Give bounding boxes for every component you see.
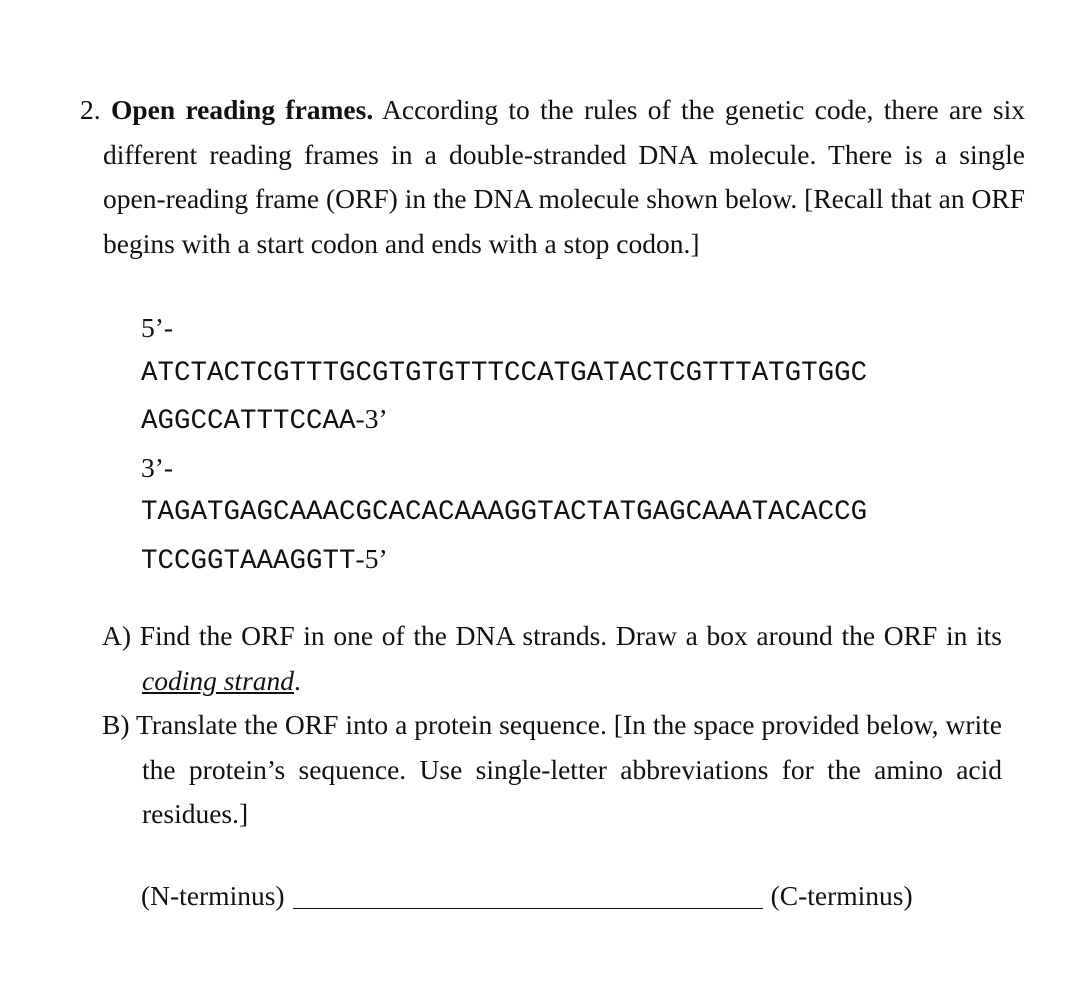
question-title: Open reading frames. <box>110 94 374 125</box>
top-strand-label: 5’- <box>141 312 174 343</box>
part-b-text: Translate the ORF into a protein sequence. [In the space provided below, write the protein’s sequence. Use single-letter abbreviations for the amino acid residues.] <box>129 709 1002 829</box>
top-strand-seq-line1: ATCTACTCGTTTGCGTGTGTTTCCATGATACTCGTTTATGTGGC <box>141 357 868 389</box>
part-a-text: Find the ORF in one of the DNA strands. Draw a box around the ORF in its <box>131 620 1002 651</box>
question-intro <box>80 88 1025 266</box>
n-terminus-label: (N-terminus) <box>141 880 285 911</box>
dna-sequence-block <box>141 305 1021 584</box>
part-a-label: A) <box>102 620 132 651</box>
part-a <box>102 614 1002 703</box>
bottom-strand-seq-line1: TAGATGAGCAAACGCACACAAAGGTACTATGAGCAAATACACCG <box>141 497 868 528</box>
part-b-label: B) <box>102 709 130 740</box>
answer-row <box>141 874 913 918</box>
part-a-end: . <box>294 664 301 696</box>
c-terminus-label: (C-terminus) <box>770 880 913 911</box>
part-b <box>102 703 1002 837</box>
bottom-strand-seq-line2: TCCGGTAAAGGTT <box>141 545 356 577</box>
sub-questions <box>102 614 1002 837</box>
bottom-strand-label: 3’- <box>141 451 174 483</box>
top-strand-seq-line2: AGGCCATTTCCAA <box>141 406 356 437</box>
top-strand-end: -3’ <box>355 403 388 434</box>
answer-blank-line[interactable] <box>293 878 763 909</box>
question-number: 2. <box>80 94 101 125</box>
question-intro-text: According to the rules of the genetic code, there are six different reading frames in a double-stranded DNA molecule. There is a single open-reading frame (ORF) in the DNA molecule shown below. [Recall that an ORF begins with a start codon and ends with a stop codon.] <box>103 94 1025 259</box>
coding-strand-emphasis: coding strand <box>142 664 295 696</box>
bottom-strand-end: -5’ <box>355 542 388 574</box>
